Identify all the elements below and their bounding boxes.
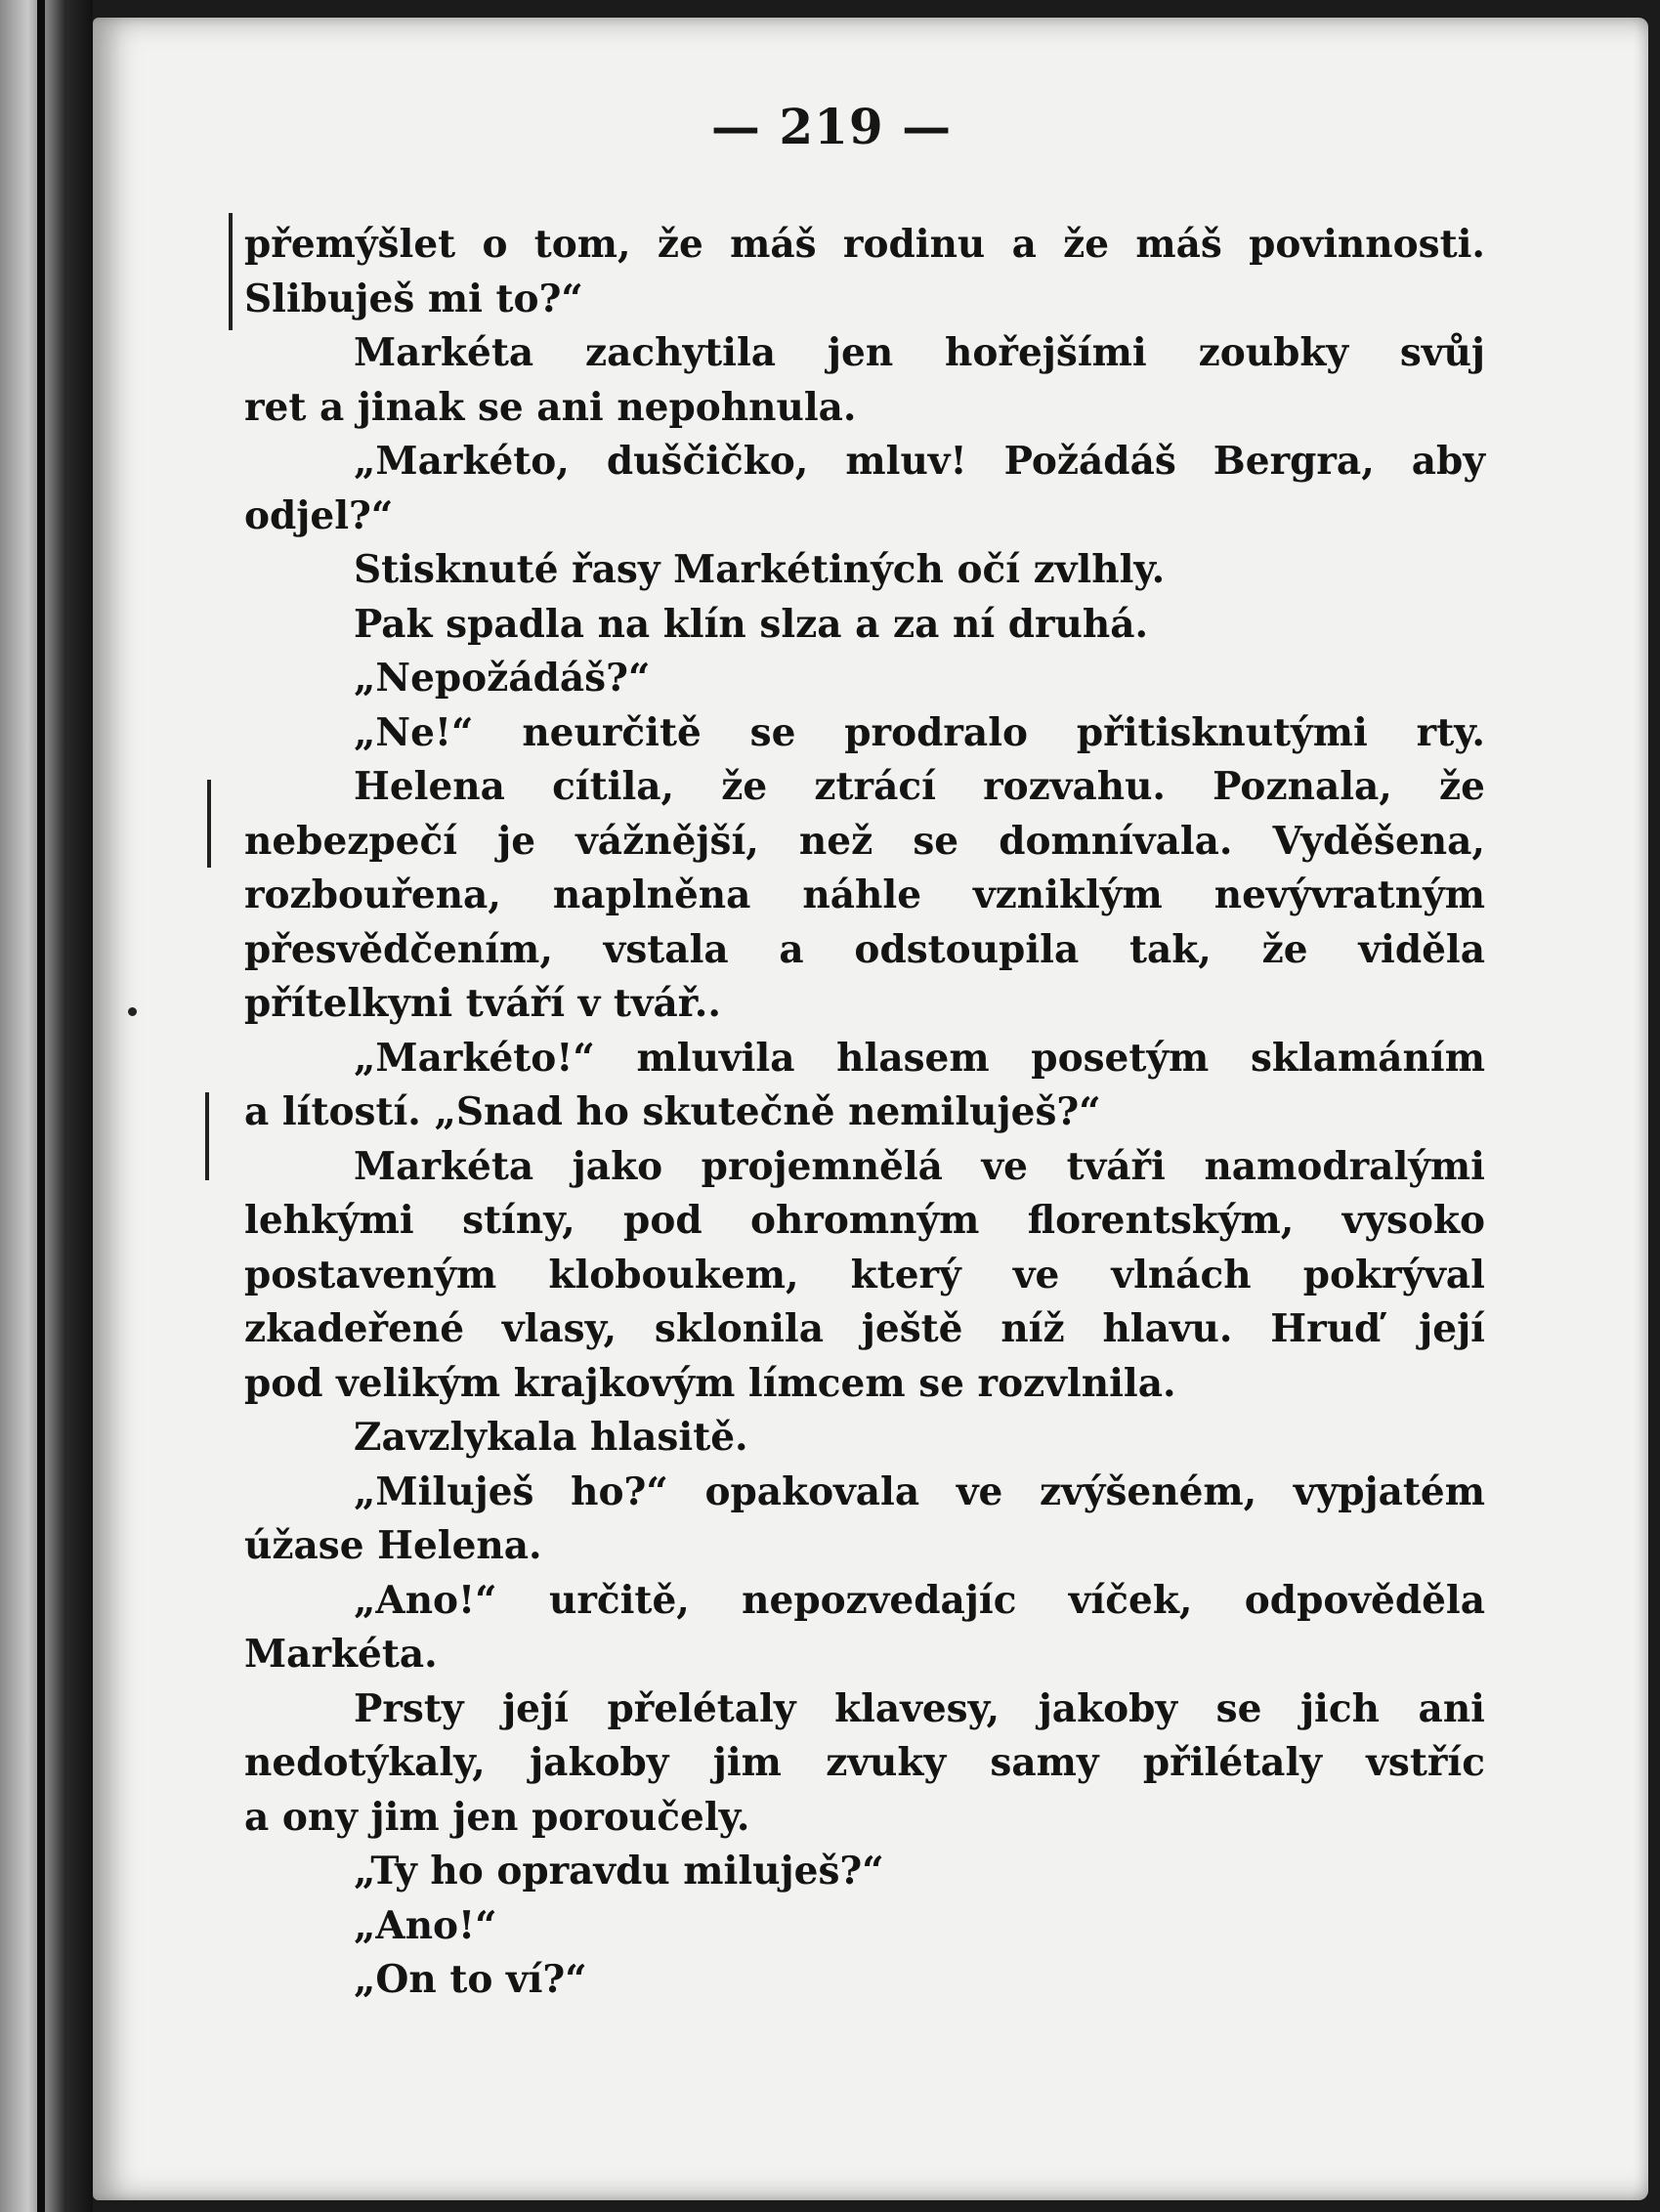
text-line: ret a jinak se ani nepohnula. xyxy=(244,384,857,430)
text-line: zkadeřené vlasy, sklonila ještě níž hlavu. Hruď její xyxy=(244,1306,1485,1351)
text-line: Zavzlykala hlasitě. xyxy=(354,1415,748,1460)
text-line: Prsty její přelétaly klavesy, jakoby se jich ani xyxy=(354,1685,1485,1731)
text-line: „Markéto, duščičko, mluv! Požádáš Bergra, aby xyxy=(354,439,1485,484)
margin-dot xyxy=(128,1007,137,1016)
text-line: postaveným kloboukem, který ve vlnách pokrýval xyxy=(244,1252,1485,1297)
text-line: „Ano!“ určitě, nepozvedajíc víček, odpověděla xyxy=(354,1577,1485,1623)
margin-mark xyxy=(205,1092,209,1180)
text-line: „Markéto!“ mluvila hlasem posetým sklamáním xyxy=(354,1035,1485,1081)
book-gutter xyxy=(0,0,93,2212)
text-line: „Ty ho opravdu miluješ?“ xyxy=(354,1849,884,1893)
text-line: „Ne!“ neurčitě se prodralo přitisknutými rty. xyxy=(354,709,1485,755)
text-line: přesvědčením, vstala a odstoupila tak, že viděla xyxy=(244,926,1485,972)
text-line: Markéta. xyxy=(244,1632,438,1677)
text-line: lehkými stíny, pod ohromným florentským, vysoko xyxy=(244,1198,1485,1243)
text-line: úžase Helena. xyxy=(244,1523,542,1568)
text-line: „Nepožádáš?“ xyxy=(354,656,651,701)
margin-mark xyxy=(229,213,233,330)
text-line: Slibuješ mi to?“ xyxy=(244,276,583,321)
text-line: „Miluješ ho?“ opakovala ve zvýšeném, vypjatém xyxy=(354,1468,1485,1514)
text-line: „Ano!“ xyxy=(354,1902,497,1948)
text-line: přemýšlet o tom, že máš rodinu a že máš povinnosti. xyxy=(244,222,1485,267)
text-line: rozbouřena, naplněna náhle vzniklým nevývratným xyxy=(244,872,1485,917)
text-line: přítelkyni tváří v tvář.. xyxy=(244,981,721,1026)
text-line: pod velikým krajkovým límcem se rozvlnila. xyxy=(244,1360,1176,1406)
text-line: Pak spadla na klín slza a za ní druhá. xyxy=(354,601,1149,647)
text-line: Stisknuté řasy Markétiných očí zvlhly. xyxy=(354,547,1166,592)
margin-mark xyxy=(207,780,211,868)
text-line: nedotýkaly, jakoby jim zvuky samy přilétaly vstříc xyxy=(244,1740,1485,1785)
page-number: — 219 — xyxy=(710,98,953,155)
text-line: Markéta jako projemnělá ve tváři namodralými xyxy=(354,1143,1485,1189)
text-line: Markéta zachytila jen hořejšími zoubky svůj xyxy=(354,330,1485,375)
text-line: a ony jim jen poroučely. xyxy=(244,1794,750,1840)
body-text xyxy=(244,218,1485,2008)
text-line: „On to ví?“ xyxy=(354,1957,587,2002)
text-line: nebezpečí je vážnější, než se domnívala. Vyděšena, xyxy=(244,818,1485,864)
text-line: odjel?“ xyxy=(244,492,394,538)
book-page xyxy=(93,18,1648,2200)
text-line: a lítostí. „Snad ho skutečně nemiluješ?“ xyxy=(244,1089,1101,1134)
text-line: Helena cítila, že ztrácí rozvahu. Poznala, že xyxy=(354,764,1485,809)
gutter-shadow-line xyxy=(37,0,45,2212)
